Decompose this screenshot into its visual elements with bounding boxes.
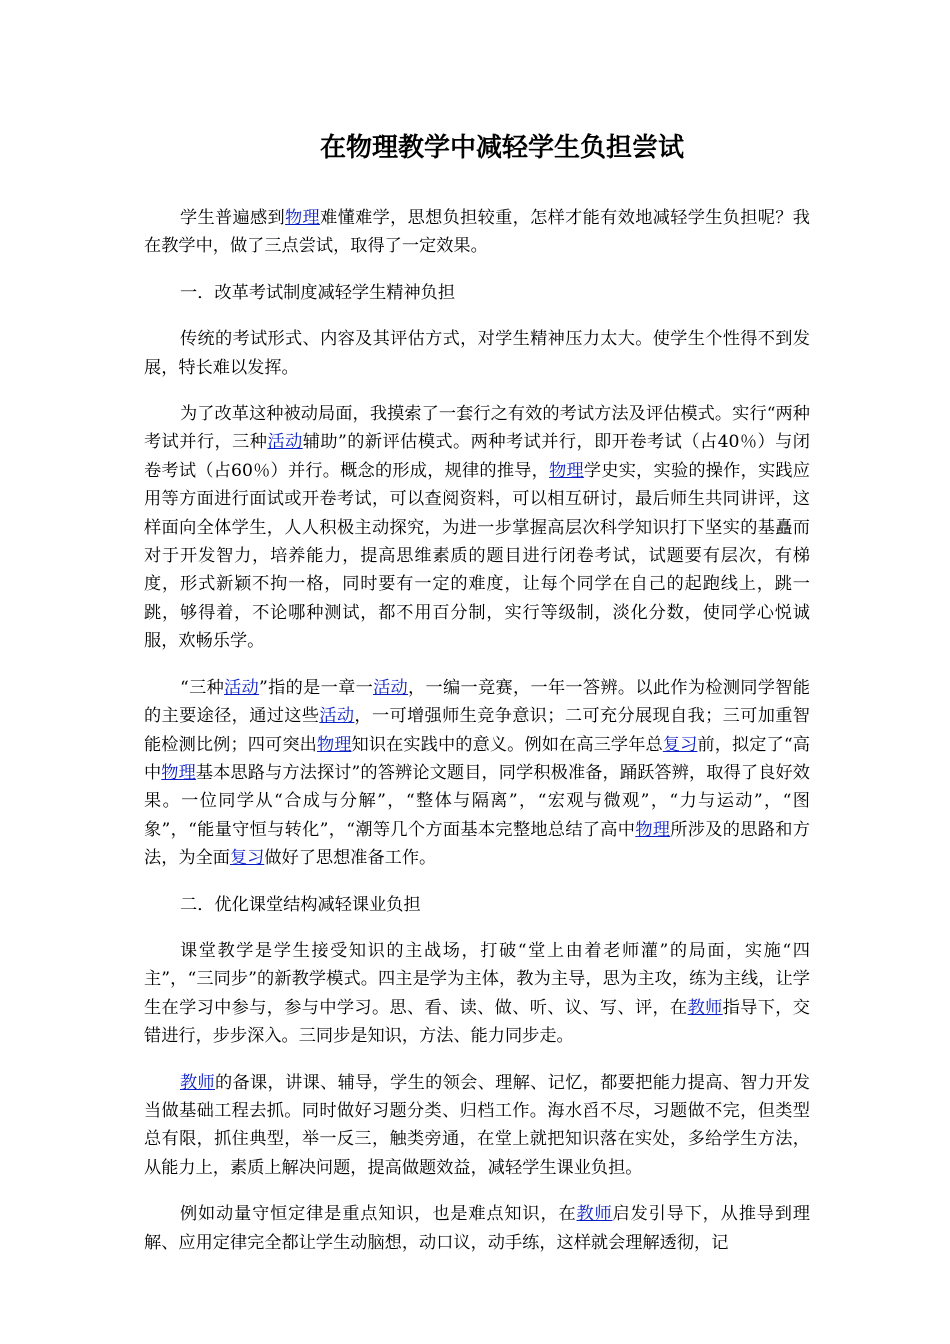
section-1-heading	[144, 279, 810, 307]
keyword-link[interactable]: 物理	[161, 762, 196, 783]
keyword-link[interactable]: 复习	[662, 734, 698, 755]
text-run: 做好了思想准备工作。	[264, 848, 437, 869]
document-page	[144, 120, 810, 1275]
text-run: 一．改革考试制度减轻学生精神负担	[180, 282, 456, 303]
keyword-link[interactable]: 物理	[635, 819, 671, 840]
keyword-link[interactable]: 物理	[316, 734, 352, 755]
document-body	[144, 204, 810, 1257]
text-run: 基本思路与方法探讨”的答辨论文题目，同学积极准备，踊跃答辨，取得了良好效果。一位同学从“合成与分解”，“整体与隔离”，“宏观与微观”，“力与运动”，“图象”，“能量守恒与转化”，“潮等几个方面基本完整地总结了高中	[144, 762, 810, 840]
keyword-link[interactable]: 复习	[229, 848, 265, 869]
text-run: 指导下，交错进行，步步深入。三同步是知识，方法、能力同步走。	[144, 997, 810, 1047]
section-1-paragraph-3	[144, 674, 810, 873]
section-2-paragraph-2	[144, 1069, 810, 1183]
document-title: 在物理教学中减轻学生负担尝试	[319, 133, 684, 163]
text-run: 难懂难学，思想负担较重，怎样才能有效地减轻学生负担呢？我在教学中，做了三点尝试，取得了一定效果。	[144, 208, 810, 257]
text-run: 所涉及的思路和方法，为全面	[144, 819, 810, 869]
text-run: 学史实，实验的操作，实践应用等方面进行面试或开卷考试，可以查阅资料，可以相互研讨，最后师生共同讲评，这样面向全体学生，人人积极主动探究，为进一步掌握高层次科学知识打下坚实的基矗而对于开发智力，培养能力，提高思维素质的题目进行闭卷考试，试题要有层次，有梯度，形式新颖不拘一格，同时要有一定的难度，让每个同学在自己的起跑线上，跳一跳，够得着，不论哪种测试，都不用百分制，实行等级制，淡化分数，使同学心悦诚服，欢畅乐学。	[144, 460, 810, 652]
text-run: ，一可增强师生竞争意识；二可充分展现自我；三可加重智能检测比例；四可突出	[144, 706, 810, 755]
text-run: 二．优化课堂结构减轻课业负担	[180, 894, 421, 915]
section-2-heading	[144, 891, 810, 919]
text-run: 传统的考试形式、内容及其评估方式，对学生精神压力太大。使学生个性得不到发展，特长难以发挥。	[144, 329, 810, 378]
keyword-link[interactable]: 教师	[576, 1204, 613, 1225]
keyword-link[interactable]: 活动	[373, 677, 409, 698]
text-run: 课堂教学是学生接受知识的主战场，打破“堂上由着老师灌”的局面，实施“四主”，“三同步”的新教学模式。四主是学为主体，教为主导，思为主攻，练为主线，让学生在学习中参与，参与中学习。思、看、读、做、听、议、写、评，在	[144, 940, 810, 1018]
text-run: ，一编一竞赛，一年一答辨。以此作为检测同学智能的主要途径，通过这些	[144, 677, 810, 727]
keyword-link[interactable]: 物理	[549, 460, 584, 481]
text-run: ”指的是一章一	[259, 677, 374, 698]
keyword-link[interactable]: 物理	[285, 208, 321, 228]
keyword-link[interactable]: 活动	[224, 677, 260, 698]
keyword-link[interactable]: 教师	[687, 997, 723, 1018]
text-run: 启发引导下，从推导到理解、应用定律完全都让学生动脑想，动口议，动手练，这样就会理解透彻，记	[144, 1204, 810, 1253]
keyword-link[interactable]: 教师	[180, 1072, 216, 1093]
text-run: 例如动量守恒定律是重点知识，也是难点知识，在	[180, 1204, 577, 1225]
section-1-paragraph-1	[144, 325, 810, 382]
section-2-paragraph-3	[144, 1200, 810, 1257]
text-run: 辅助”的新评估模式。两种考试并行，即开卷考试（占40％）与闭卷考试（占60％）并行。概念的形成，规律的推导，	[144, 432, 810, 481]
keyword-link[interactable]: 活动	[267, 432, 303, 453]
text-run: “三种	[180, 677, 225, 698]
text-run: 为了改革这种被动局面，我摸索了一套行之有效的考试方法及评估模式。实行“两种考试并行，三种	[144, 404, 810, 453]
keyword-link[interactable]: 活动	[319, 706, 355, 727]
intro-paragraph	[144, 204, 810, 261]
text-run: 知识在实践中的意义。例如在高三学年总	[351, 734, 663, 755]
text-run: 前，拟定了“高中	[144, 734, 810, 783]
text-run: 的备课，讲课、辅导，学生的领会、理解、记忆，都要把能力提高、智力开发当做基础工程去抓。同时做好习题分类、归档工作。海水舀不尽，习题做不完，但类型总有限，抓住典型，举一反三，触类旁通，在堂上就把知识落在实处，多给学生方法，从能力上，素质上解决问题，提高做题效益，减轻学生课业负担。	[144, 1072, 810, 1178]
section-1-paragraph-2	[144, 400, 810, 656]
section-2-paragraph-1	[144, 937, 810, 1051]
text-run: 学生普遍感到	[180, 208, 286, 228]
